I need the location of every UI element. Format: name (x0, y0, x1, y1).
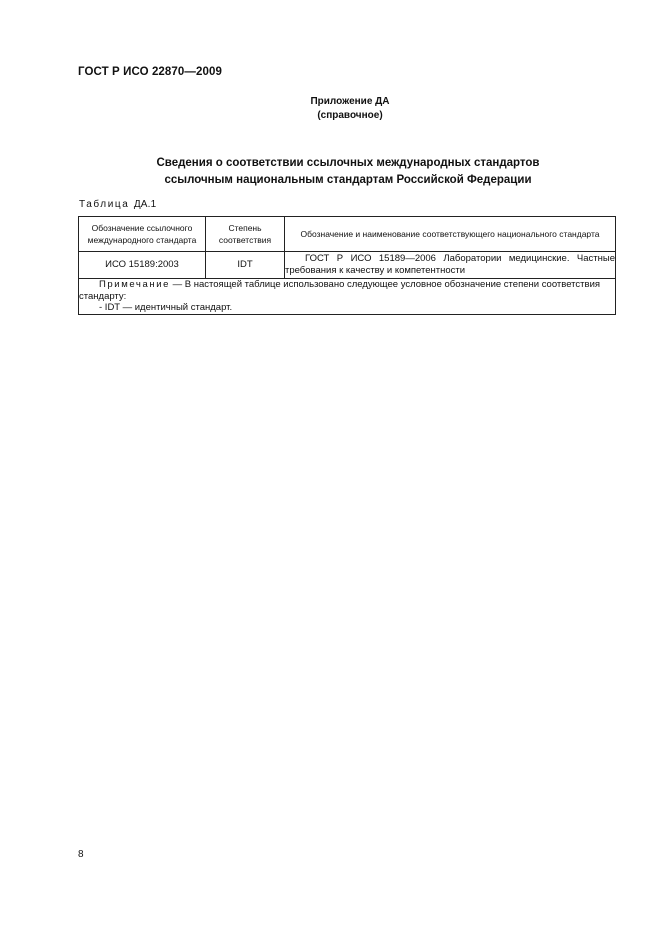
table-header-row (79, 217, 616, 252)
column-header-international-line-1: Обозначение ссылочного (91, 223, 193, 233)
section-title-line-1: Сведения о соответствии ссылочных международных стандартов (156, 157, 540, 169)
table-caption-word: Таблица (79, 199, 130, 210)
note-label: Примечание (99, 279, 170, 290)
cell-national-standard (285, 252, 616, 279)
column-header-degree-line-1: Степень (228, 223, 262, 233)
column-header-international (79, 217, 206, 252)
table-note (79, 279, 616, 315)
note-paragraph (79, 279, 615, 302)
appendix-subtitle: (справочное) (317, 110, 383, 121)
column-header-national (285, 217, 616, 252)
section-title (0, 155, 661, 189)
table-caption (79, 199, 156, 210)
table-row (79, 252, 616, 279)
table-caption-number: ДА.1 (133, 199, 157, 210)
note-list-item (79, 302, 615, 314)
cell-degree-of-correspondence: IDT (206, 252, 285, 279)
column-header-degree (206, 217, 285, 252)
correspondence-table (78, 216, 616, 315)
column-header-national-line-1: Обозначение и наименование соответствующего национального стандарта (300, 229, 600, 239)
column-header-international-line-2: международного стандарта (87, 235, 197, 245)
column-header-degree-line-2: соответствия (218, 235, 272, 245)
document-code: ГОСТ Р ИСО 22870—2009 (78, 66, 223, 78)
appendix-title: Приложение ДА (310, 96, 390, 107)
note-text: — В настоящей таблице использовано следующее условное обозначение степени соответствия стандарту: (79, 279, 601, 302)
note-list-item-text: - IDT — идентичный стандарт. (99, 302, 233, 313)
table-note-row (79, 279, 616, 315)
national-standard-text: ГОСТ Р ИСО 15189—2006 Лаборатории медицинские. Частные требования к качеству и компетентности (285, 253, 615, 276)
page-number: 8 (78, 849, 84, 860)
section-title-line-2: ссылочным национальным стандартам Российской Федерации (164, 174, 532, 186)
cell-international-standard: ИСО 15189:2003 (79, 252, 206, 279)
